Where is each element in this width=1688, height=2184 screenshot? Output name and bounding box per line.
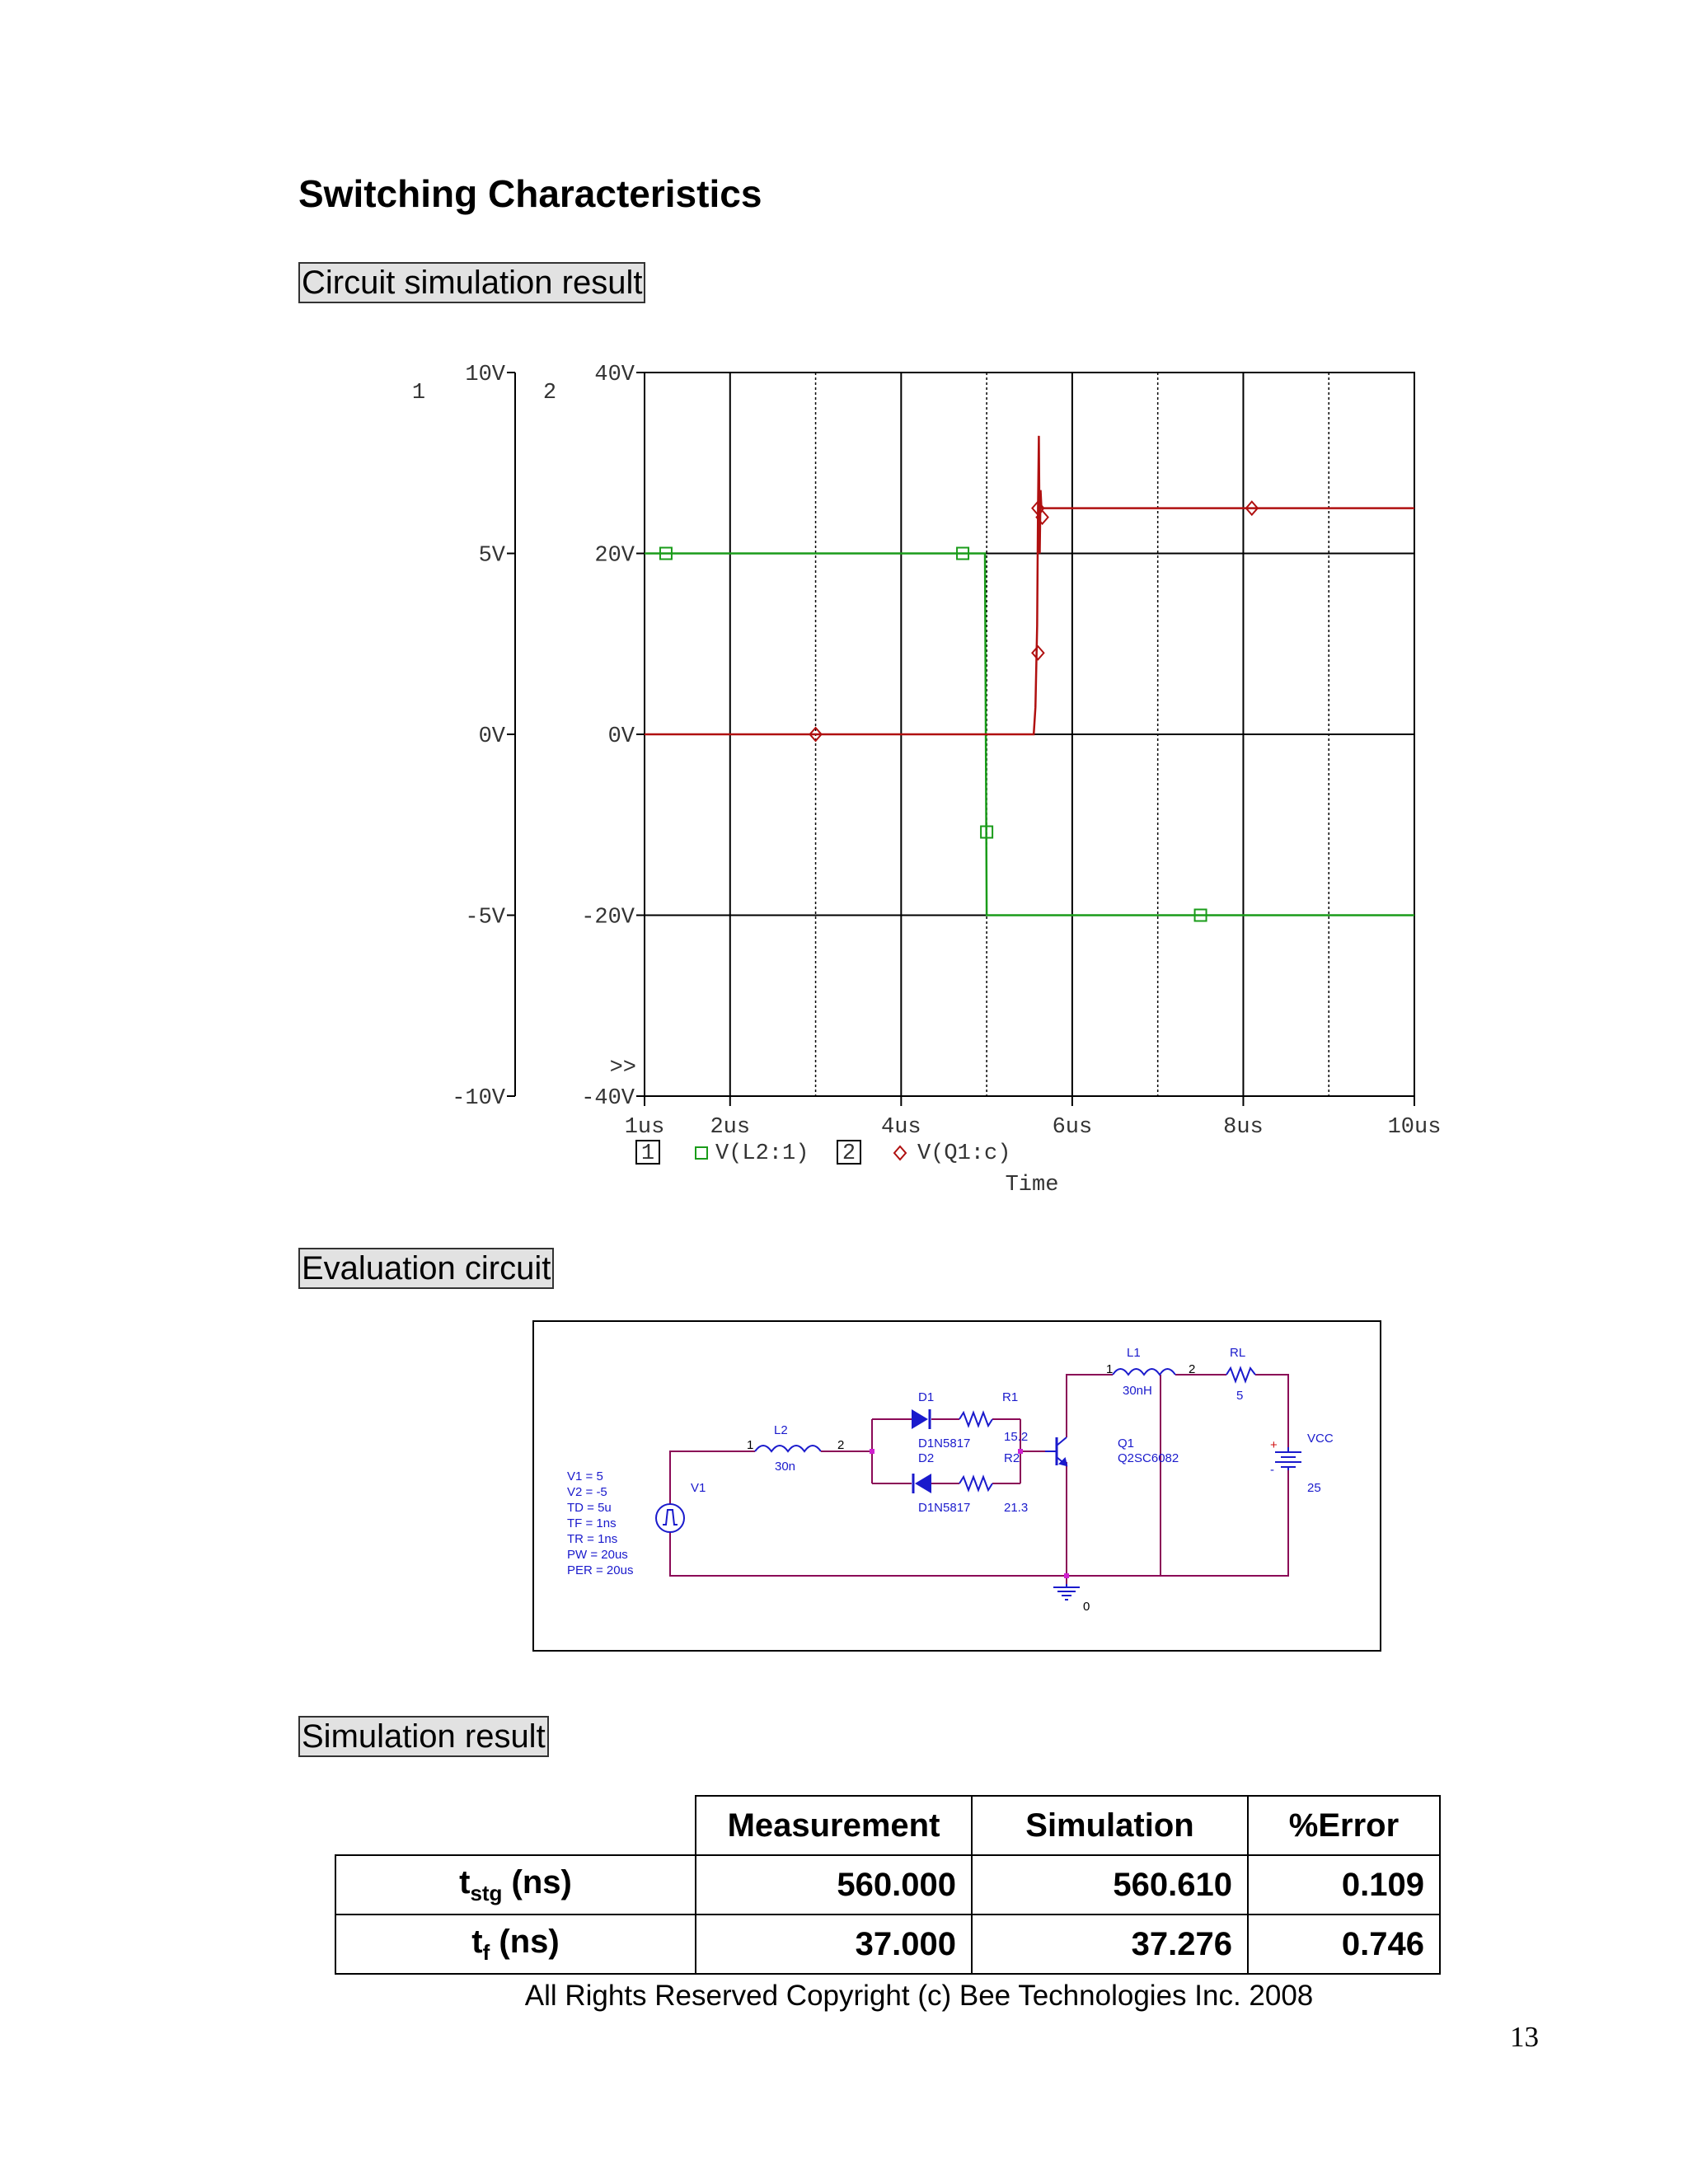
header-simulation: Simulation — [972, 1796, 1248, 1855]
row-label-tstg: $t_{stg}$ (ns) — [335, 1855, 696, 1915]
legend-square-icon — [696, 1147, 707, 1159]
svg-text:TR = 1ns: TR = 1ns — [567, 1532, 618, 1546]
axis1-number: 1 — [411, 381, 426, 405]
axis1-tick-label: -5V — [465, 905, 505, 930]
header-error: %Error — [1248, 1796, 1440, 1855]
v1-parameters — [567, 1469, 633, 1577]
x-axis-label: Time — [1005, 1173, 1059, 1197]
r1-resistor-icon — [959, 1413, 992, 1426]
svg-text:V1 = 5: V1 = 5 — [567, 1469, 603, 1483]
tstg-simulation: 560.610 — [972, 1855, 1248, 1915]
x-tick-label: 1us — [624, 1115, 665, 1140]
evaluation-circuit — [532, 1320, 1381, 1652]
vcc-label: VCC — [1307, 1432, 1334, 1446]
table-corner — [335, 1796, 696, 1855]
svg-text:PW = 20us: PW = 20us — [567, 1548, 628, 1562]
page-title: Switching Characteristics — [298, 172, 762, 215]
series-line-2 — [645, 436, 1414, 734]
rl-value: 5 — [1236, 1389, 1244, 1403]
table-row — [335, 1915, 1440, 1974]
x-tick-label: 10us — [1387, 1115, 1442, 1140]
r2-label: R2 — [1004, 1451, 1020, 1465]
wire-collector — [1067, 1375, 1113, 1437]
section-evaluation-circuit: Evaluation circuit — [298, 1248, 554, 1289]
header-measurement: Measurement — [696, 1796, 972, 1855]
d1-diode-icon — [912, 1409, 930, 1429]
q1-transistor-icon — [1045, 1437, 1067, 1465]
d1-label: D1 — [918, 1390, 935, 1404]
section-circuit-simulation-result: Circuit simulation result — [298, 262, 645, 303]
l2-value: 30n — [775, 1460, 796, 1474]
axis1-tick-label: 0V — [478, 724, 505, 749]
vcc-minus: - — [1270, 1463, 1274, 1477]
d2-model: D1N5817 — [918, 1501, 971, 1515]
v1-label: V1 — [691, 1481, 706, 1495]
axis-marker: >> — [609, 1056, 636, 1080]
axis2-tick-label: -40V — [581, 1086, 635, 1111]
axis1-tick-label: 5V — [478, 543, 505, 569]
d1-model: D1N5817 — [918, 1436, 971, 1451]
l2-inductor-icon — [755, 1446, 821, 1451]
svg-text:V2 = -5: V2 = -5 — [567, 1485, 607, 1499]
switching-waveform-chart — [396, 346, 1467, 1220]
x-tick-label: 8us — [1223, 1115, 1264, 1140]
svg-text:TF = 1ns: TF = 1ns — [567, 1516, 617, 1530]
wire-v1-l2 — [670, 1451, 755, 1454]
rl-resistor-icon — [1226, 1368, 1255, 1381]
legend-label-2: V(Q1:c) — [917, 1141, 1011, 1166]
x-tick-label: 4us — [881, 1115, 921, 1140]
wire-ground-loop — [670, 1375, 1160, 1576]
section-simulation-result: Simulation result — [298, 1716, 549, 1757]
r2-value: 21.3 — [1004, 1501, 1029, 1515]
simulation-result-table — [335, 1795, 1441, 1975]
d2-label: D2 — [918, 1451, 935, 1465]
ground-label: 0 — [1083, 1600, 1090, 1614]
copyright-footer: All Rights Reserved Copyright (c) Bee Technologies Inc. 2008 — [524, 1980, 1314, 2012]
l2-pin1: 1 — [747, 1438, 754, 1452]
vcc-value: 25 — [1307, 1481, 1321, 1495]
tf-error: 0.746 — [1248, 1915, 1440, 1974]
axis1-tick-label: 10V — [465, 363, 505, 387]
l1-pin2: 2 — [1189, 1362, 1196, 1376]
row-label-tf: $t_f$ (ns) — [335, 1915, 696, 1974]
l1-pin1: 1 — [1106, 1362, 1114, 1376]
tstg-error: 0.109 — [1248, 1855, 1440, 1915]
axis1-tick-label: -10V — [452, 1086, 505, 1111]
legend-diamond-icon — [894, 1146, 906, 1160]
svg-text:TD = 5u: TD = 5u — [567, 1501, 612, 1515]
ground-icon — [1053, 1584, 1080, 1600]
series-marker-diamond — [1032, 646, 1043, 659]
svg-text:PER = 20us: PER = 20us — [567, 1563, 634, 1577]
axis2-tick-label: 20V — [594, 543, 635, 569]
page-number: 13 — [1510, 2021, 1539, 2053]
legend-box-2-label: 2 — [842, 1141, 856, 1166]
table-row — [335, 1855, 1440, 1915]
legend-box-1-label: 1 — [640, 1141, 655, 1166]
l2-label: L2 — [774, 1423, 788, 1437]
d2-diode-icon — [913, 1474, 931, 1493]
l2-pin2: 2 — [837, 1438, 845, 1452]
vcc-plus: + — [1270, 1438, 1278, 1452]
axis2-number: 2 — [542, 381, 557, 405]
v1-source-icon — [656, 1454, 684, 1576]
wire-vcc-return — [1067, 1470, 1288, 1576]
r1-value: 15.2 — [1004, 1430, 1029, 1444]
axis2-tick-label: 0V — [607, 724, 635, 749]
l1-inductor-icon — [1113, 1369, 1175, 1375]
x-tick-label: 6us — [1052, 1115, 1093, 1140]
r1-label: R1 — [1002, 1390, 1019, 1404]
r2-resistor-icon — [959, 1477, 992, 1490]
table-header-row — [335, 1796, 1440, 1855]
tf-simulation: 37.276 — [972, 1915, 1248, 1974]
q1-model: Q2SC6082 — [1118, 1451, 1179, 1465]
axis2-tick-label: 40V — [594, 363, 635, 387]
l1-label: L1 — [1127, 1346, 1141, 1360]
rl-label: RL — [1230, 1346, 1246, 1360]
l1-value: 30nH — [1123, 1384, 1152, 1398]
x-tick-label: 2us — [710, 1115, 751, 1140]
tf-measurement: 37.000 — [696, 1915, 972, 1974]
legend-label-1: V(L2:1) — [715, 1141, 809, 1166]
q1-label: Q1 — [1118, 1436, 1135, 1451]
axis2-tick-label: -20V — [581, 905, 635, 930]
vcc-battery-icon — [1275, 1447, 1301, 1470]
tstg-measurement: 560.000 — [696, 1855, 972, 1915]
